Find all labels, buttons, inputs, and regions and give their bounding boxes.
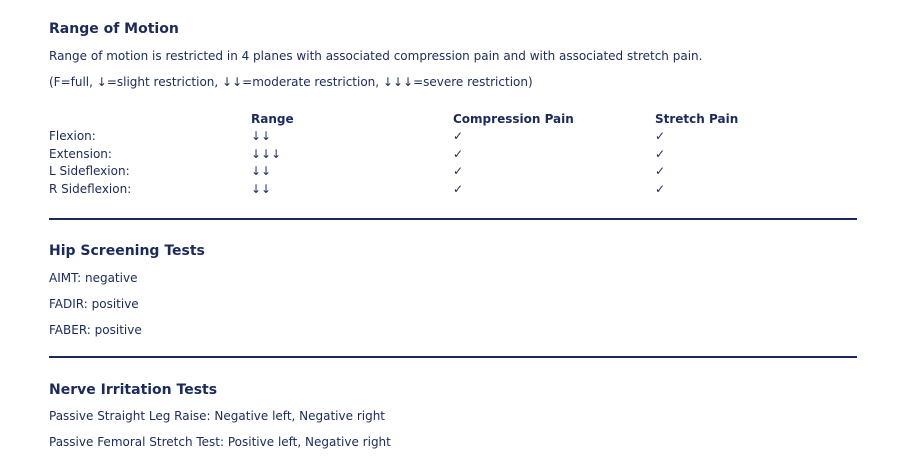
- rom-row-label: R Sideflexion:: [49, 181, 132, 196]
- hip-test-item: AIMT: negative: [49, 271, 138, 285]
- rom-compression-check: ✓: [453, 164, 464, 178]
- rom-range-value: ↓↓↓: [251, 146, 282, 161]
- rom-summary: Range of motion is restricted in 4 planes with associated compression pain and with associated stretch pain.: [49, 49, 703, 63]
- rom-range-value: ↓↓: [251, 181, 272, 196]
- rom-header-range: Range: [251, 112, 294, 126]
- rom-stretch-check: ✓: [655, 129, 666, 143]
- rom-stretch-check: ✓: [655, 181, 666, 196]
- nerve-title: Nerve Irritation Tests: [49, 382, 218, 398]
- rom-row-label: L Sideflexion:: [49, 164, 130, 178]
- rom-stretch-check: ✓: [655, 164, 666, 178]
- hip-test-item: FADIR: positive: [49, 297, 139, 311]
- section-divider: [49, 356, 857, 358]
- section-divider: [49, 218, 857, 220]
- nerve-test-item: Passive Femoral Stretch Test: Positive left, Negative right: [49, 435, 391, 449]
- rom-compression-check: ✓: [453, 181, 464, 196]
- hip-test-item: FABER: positive: [49, 323, 142, 337]
- rom-row-label: Flexion:: [49, 129, 96, 143]
- nerve-section: [49, 381, 857, 461]
- nerve-test-item: Passive Straight Leg Raise: Negative left, Negative right: [49, 409, 386, 423]
- rom-header-compression: Compression Pain: [453, 112, 574, 126]
- rom-range-value: ↓↓: [251, 164, 272, 178]
- rom-section: [49, 20, 857, 200]
- rom-row-label: Extension:: [49, 146, 112, 161]
- rom-stretch-column: [655, 128, 665, 198]
- rom-range-column: [251, 128, 281, 198]
- rom-stretch-check: ✓: [655, 146, 666, 161]
- rom-labels-column: [49, 128, 131, 198]
- rom-title: Range of Motion: [49, 21, 179, 37]
- hip-title: Hip Screening Tests: [49, 243, 205, 259]
- hip-section: [49, 242, 857, 342]
- rom-range-value: ↓↓: [251, 129, 272, 143]
- rom-compression-check: ✓: [453, 146, 464, 161]
- rom-legend: (F=full, ↓=slight restriction, ↓↓=moderate restriction, ↓↓↓=severe restriction): [49, 75, 533, 89]
- rom-compression-column: [453, 128, 463, 198]
- rom-header-stretch: Stretch Pain: [655, 112, 739, 126]
- rom-compression-check: ✓: [453, 129, 464, 143]
